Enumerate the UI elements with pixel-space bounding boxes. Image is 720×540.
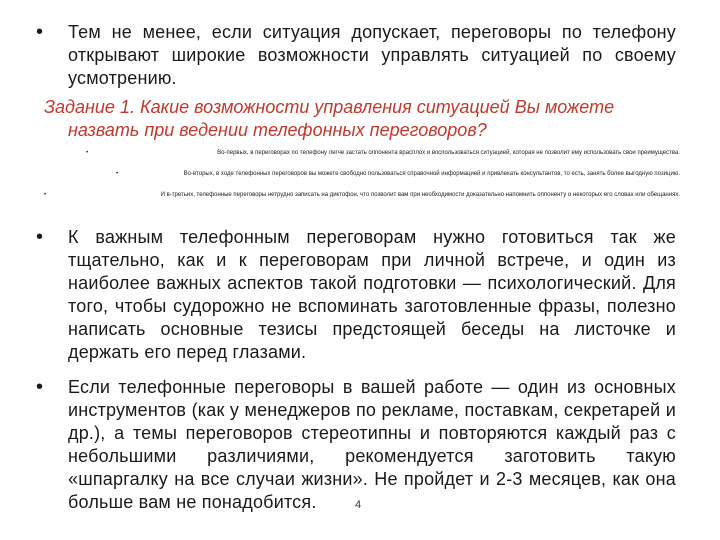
bullet-2: [36, 226, 676, 364]
bullet-3: [36, 376, 676, 514]
task-heading-line-2: назвать при ведении телефонных переговоров?: [68, 120, 487, 140]
answer-item-2-marker: •: [116, 171, 119, 177]
bullet-1: [36, 21, 676, 90]
task-heading: [44, 96, 674, 142]
answer-item-2-text: Во-вторых, в ходе телефонных переговоров вы можете свободно пользоваться справочной информацией и привлекать консультантов, то есть, занять более выгодную позицию.: [183, 171, 680, 177]
answer-item-1: [44, 148, 680, 168]
answer-item-3-marker: •: [44, 192, 47, 198]
bullet-3-marker: •: [36, 376, 44, 398]
bullet-1-text: Тем не менее, если ситуация допускает, переговоры по телефону открывают широкие возможности управлять ситуацией по своему усмотрению.: [68, 22, 676, 88]
task-heading-line-1: Задание 1. Какие возможности управления ситуацией Вы можете: [44, 97, 615, 117]
answer-item-3-text: И в-третьих, телефонные переговоры нетрудно записать на диктофон, что позволит вам при необходимости доказательно напомнить оппоненту о некоторых его словах или обещаниях.: [160, 192, 680, 198]
page-number: 4: [355, 499, 362, 511]
answer-item-1-text: Во-первых, в переговорах по телефону легче застать оппонента врасплох и воспользоваться ситуацией, которая не позволит ему использовать свои преимущества.: [217, 150, 680, 156]
answer-list: [44, 148, 680, 210]
bullet-1-marker: •: [36, 21, 44, 43]
answer-item-2: [44, 169, 680, 189]
answer-item-1-marker: •: [86, 150, 89, 156]
bullet-2-text: К важным телефонным переговорам нужно готовиться так же тщательно, как и к переговорам при личной встрече, и один из наиболее важных аспектов такой подготовки — психологический. Для того, чтобы судорожно не вспоминать заготовленные фразы, полезно написать основные тезисы предстоящей беседы на листочке и держать его перед глазами.: [68, 227, 676, 362]
bullet-2-marker: •: [36, 226, 44, 248]
answer-item-3: [44, 190, 680, 210]
bullet-3-text: Если телефонные переговоры в вашей работе — один из основных инструментов (как у менеджеров по рекламе, поставкам, секретарей и др.), а темы переговоров стереотипны и повторяются каждый раз с небольшими различиями, рекомендуется заготовить такую «шпаргалку на все случаи жизни». Не пройдет и 2-3 месяцев, как она больше вам не понадобится.: [68, 377, 676, 512]
